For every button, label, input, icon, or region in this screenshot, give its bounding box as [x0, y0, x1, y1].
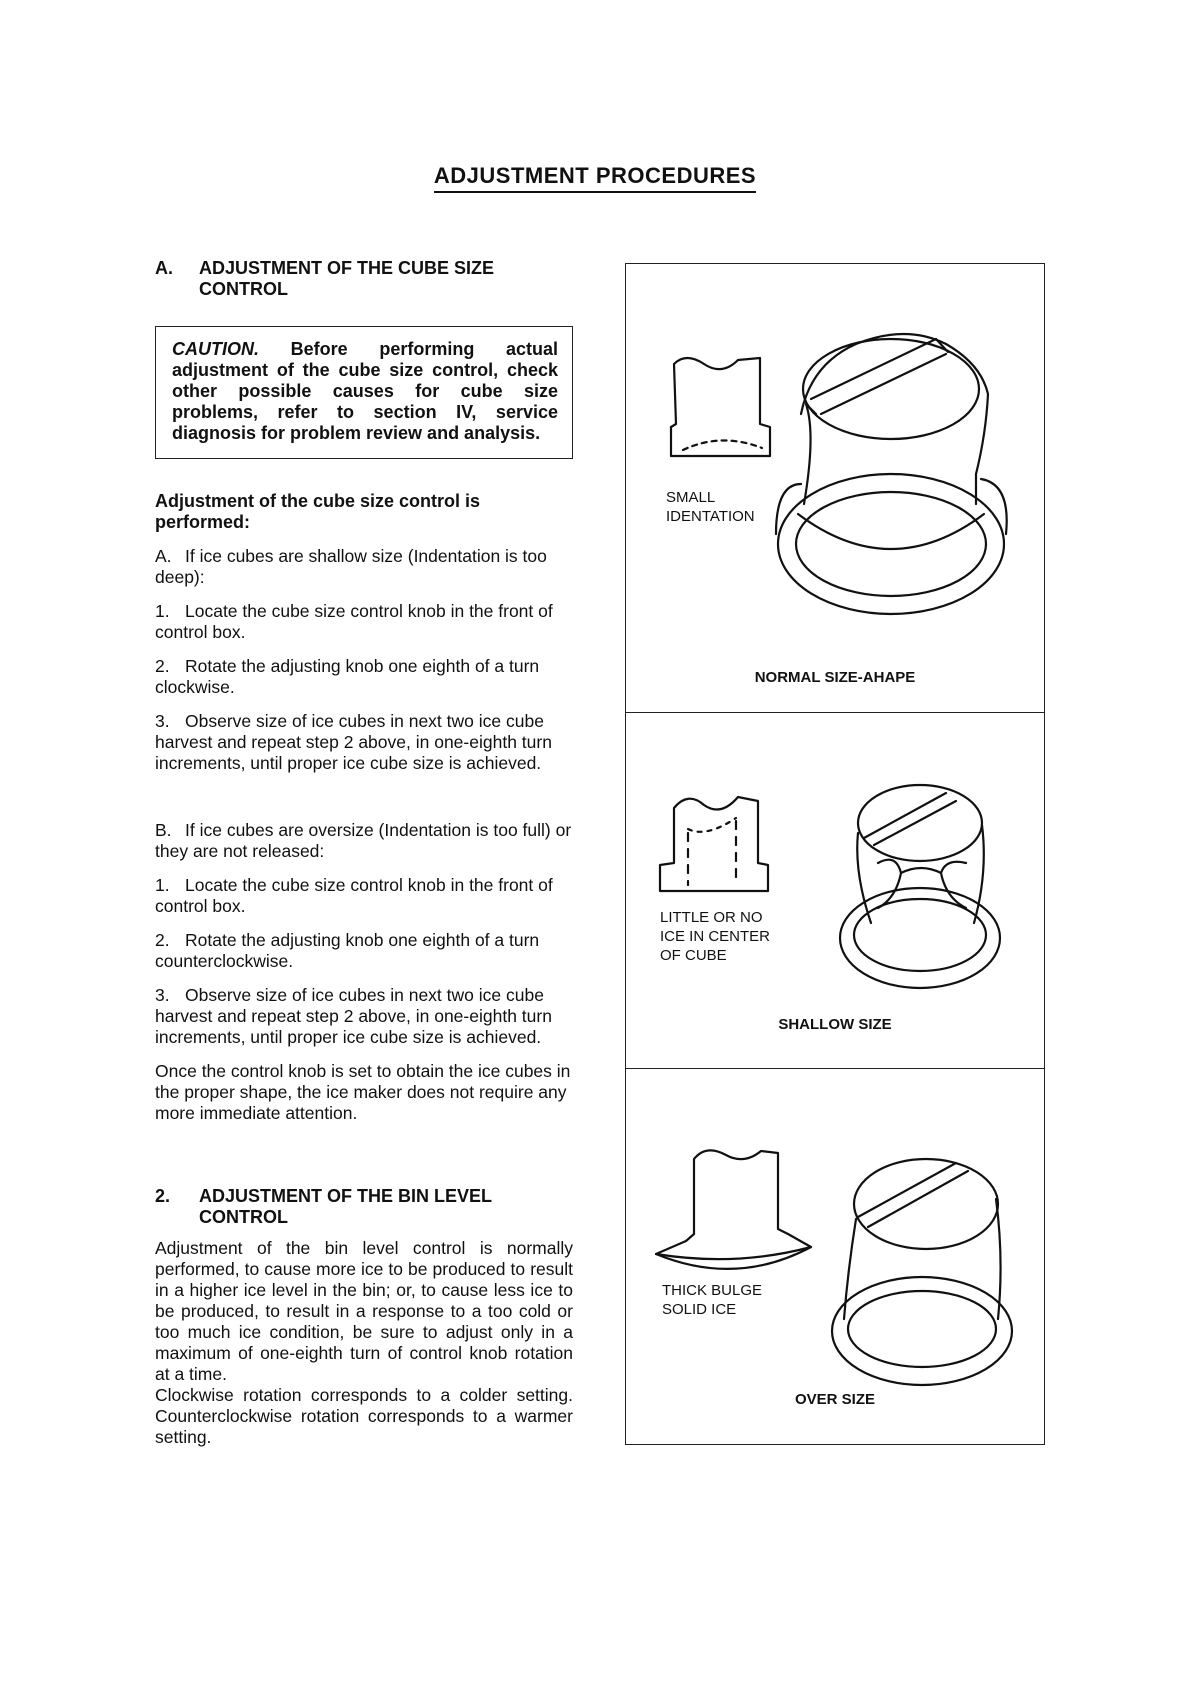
case-b-step-2 — [155, 930, 573, 972]
page-title-text: ADJUSTMENT PROCEDURES — [434, 163, 756, 193]
section-2-body: Adjustment of the bin level control is normally performed, to cause more ice to be produced to result in a higher ice level in the bin; or, to cause less ice to be produced, to result in a response to a too cold or too much ice condition, be sure to adjust only in a maximum of one-eighth turn of control knob rotation at a time. — [155, 1238, 573, 1384]
case-a-step-2 — [155, 656, 573, 698]
left-column — [155, 258, 573, 1448]
caution-box — [155, 326, 573, 459]
oversize-caption: OVER SIZE — [794, 1391, 876, 1408]
step-text: Observe size of ice cubes in next two ice cube harvest and repeat step 2 above, in one-eighth turn increments, until proper ice cube size is achieved. — [155, 711, 552, 773]
case-b-text: If ice cubes are oversize (Indentation is too full) or they are not released: — [155, 820, 572, 861]
panel-normal — [626, 264, 1044, 712]
section-a-heading — [155, 258, 573, 300]
section-2-body-2: Clockwise rotation corresponds to a colder setting. Counterclockwise rotation corresponds to a warmer setting. — [155, 1385, 573, 1447]
procedure-intro: Adjustment of the cube size control is performed: — [155, 491, 481, 532]
case-a-step-1 — [155, 601, 573, 643]
oversize-cube-drawing — [626, 1069, 1044, 1444]
shallow-caption: SHALLOW SIZE — [778, 1016, 892, 1033]
label-line: SOLID ICE — [662, 1301, 737, 1318]
case-a-step-3 — [155, 711, 573, 774]
step-text: Locate the cube size control knob in the front of control box. — [155, 601, 553, 642]
page-title — [0, 163, 1190, 189]
step-number: 3. — [155, 985, 170, 1005]
case-b-step-3 — [155, 985, 573, 1048]
label-line: LITTLE OR NO — [660, 909, 763, 926]
oversize-label — [662, 1281, 762, 1319]
step-number: 1. — [155, 601, 170, 621]
panel-shallow — [626, 712, 1044, 1068]
case-b-label: B. — [155, 820, 172, 840]
section-a-number: A. — [155, 258, 173, 278]
label-line: ICE IN CENTER — [660, 928, 771, 945]
step-text: Rotate the adjusting knob one eighth of a turn clockwise. — [155, 656, 540, 697]
step-number: 2. — [155, 656, 170, 676]
label-line: IDENTATION — [666, 508, 755, 525]
label-line: SMALL — [666, 489, 716, 506]
panel-oversize — [626, 1068, 1044, 1443]
step-number: 3. — [155, 711, 170, 731]
closing-paragraph: Once the control knob is set to obtain the ice cubes in the proper shape, the ice maker does not require any more immediate attention. — [155, 1061, 571, 1123]
case-a — [155, 546, 573, 588]
step-text: Rotate the adjusting knob one eighth of a turn counterclockwise. — [155, 930, 540, 971]
case-a-label: A. — [155, 546, 172, 566]
step-text: Observe size of ice cubes in next two ice cube harvest and repeat step 2 above, in one-eighth turn increments, until proper ice cube size is achieved. — [155, 985, 552, 1047]
case-a-text: If ice cubes are shallow size (Indentation is too deep): — [155, 546, 547, 587]
section-a-title: ADJUSTMENT OF THE CUBE SIZE CONTROL — [199, 258, 495, 299]
ice-cube-figure — [625, 263, 1045, 1445]
section-2-heading — [155, 1186, 573, 1228]
section-2-number: 2. — [155, 1186, 171, 1206]
shallow-label — [660, 908, 770, 965]
normal-caption: NORMAL SIZE-AHAPE — [754, 669, 916, 686]
step-number: 1. — [155, 875, 170, 895]
label-line: THICK BULGE — [662, 1282, 763, 1299]
section-2-title: ADJUSTMENT OF THE BIN LEVEL CONTROL — [199, 1186, 492, 1227]
step-number: 2. — [155, 930, 170, 950]
step-text: Locate the cube size control knob in the front of control box. — [155, 875, 553, 916]
case-b-step-1 — [155, 875, 573, 917]
normal-label — [666, 488, 755, 526]
caution-label: CAUTION. — [172, 339, 259, 359]
caution-text: Before performing actual adjustment of the cube size control, check other possible causes for cube size problems, refer to section IV, service diagnosis for problem review and analysis. — [172, 339, 558, 443]
label-line: OF CUBE — [660, 947, 727, 964]
case-b — [155, 820, 573, 862]
